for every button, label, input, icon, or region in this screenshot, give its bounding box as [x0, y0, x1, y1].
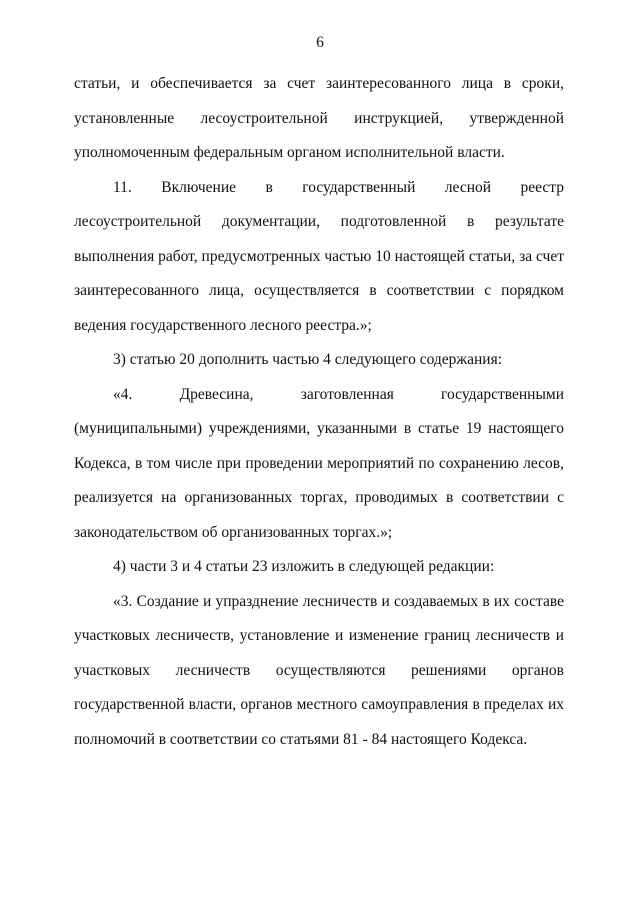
document-body: [74, 67, 564, 757]
paragraph-continuation: статьи, и обеспечивается за счет заинтересованного лица в сроки, установленные лесоустроительной инструкцией, утвержденной уполномоченным федеральным органом исполнительной власти.: [74, 75, 564, 161]
paragraph-quoted-part-3: «3. Создание и упразднение лесничеств и создаваемых в их составе участковых лесничеств, установление и изменение границ лесничеств и участковых лесничеств осуществляются решениями органов государственной власти, органов местного самоуправления в пределах их полномочий в соответствии со статьями 81 - 84 настоящего Кодекса.: [74, 592, 564, 748]
page-number: 6: [316, 34, 324, 51]
paragraph-item-11: 11. Включение в государственный лесной реестр лесоустроительной документации, подготовленной в результате выполнения работ, предусмотренных частью 10 настоящей статьи, за счет заинтересованного лица, осуществляется в соответствии с порядком ведения государственного лесного реестра.»;: [74, 178, 564, 334]
paragraph-amendment-4: 4) части 3 и 4 статьи 23 изложить в следующей редакции:: [113, 558, 495, 575]
paragraph-quoted-part-4: «4. Древесина, заготовленная государственными (муниципальными) учреждениями, указанными в статье 19 настоящего Кодекса, в том числе при проведении мероприятий по сохранению лесов, реализуется на организованных торгах, проводимых в соответствии с законодательством об организованных торгах.»;: [74, 385, 564, 541]
paragraph-amendment-3: 3) статью 20 дополнить частью 4 следующего содержания:: [113, 351, 503, 368]
